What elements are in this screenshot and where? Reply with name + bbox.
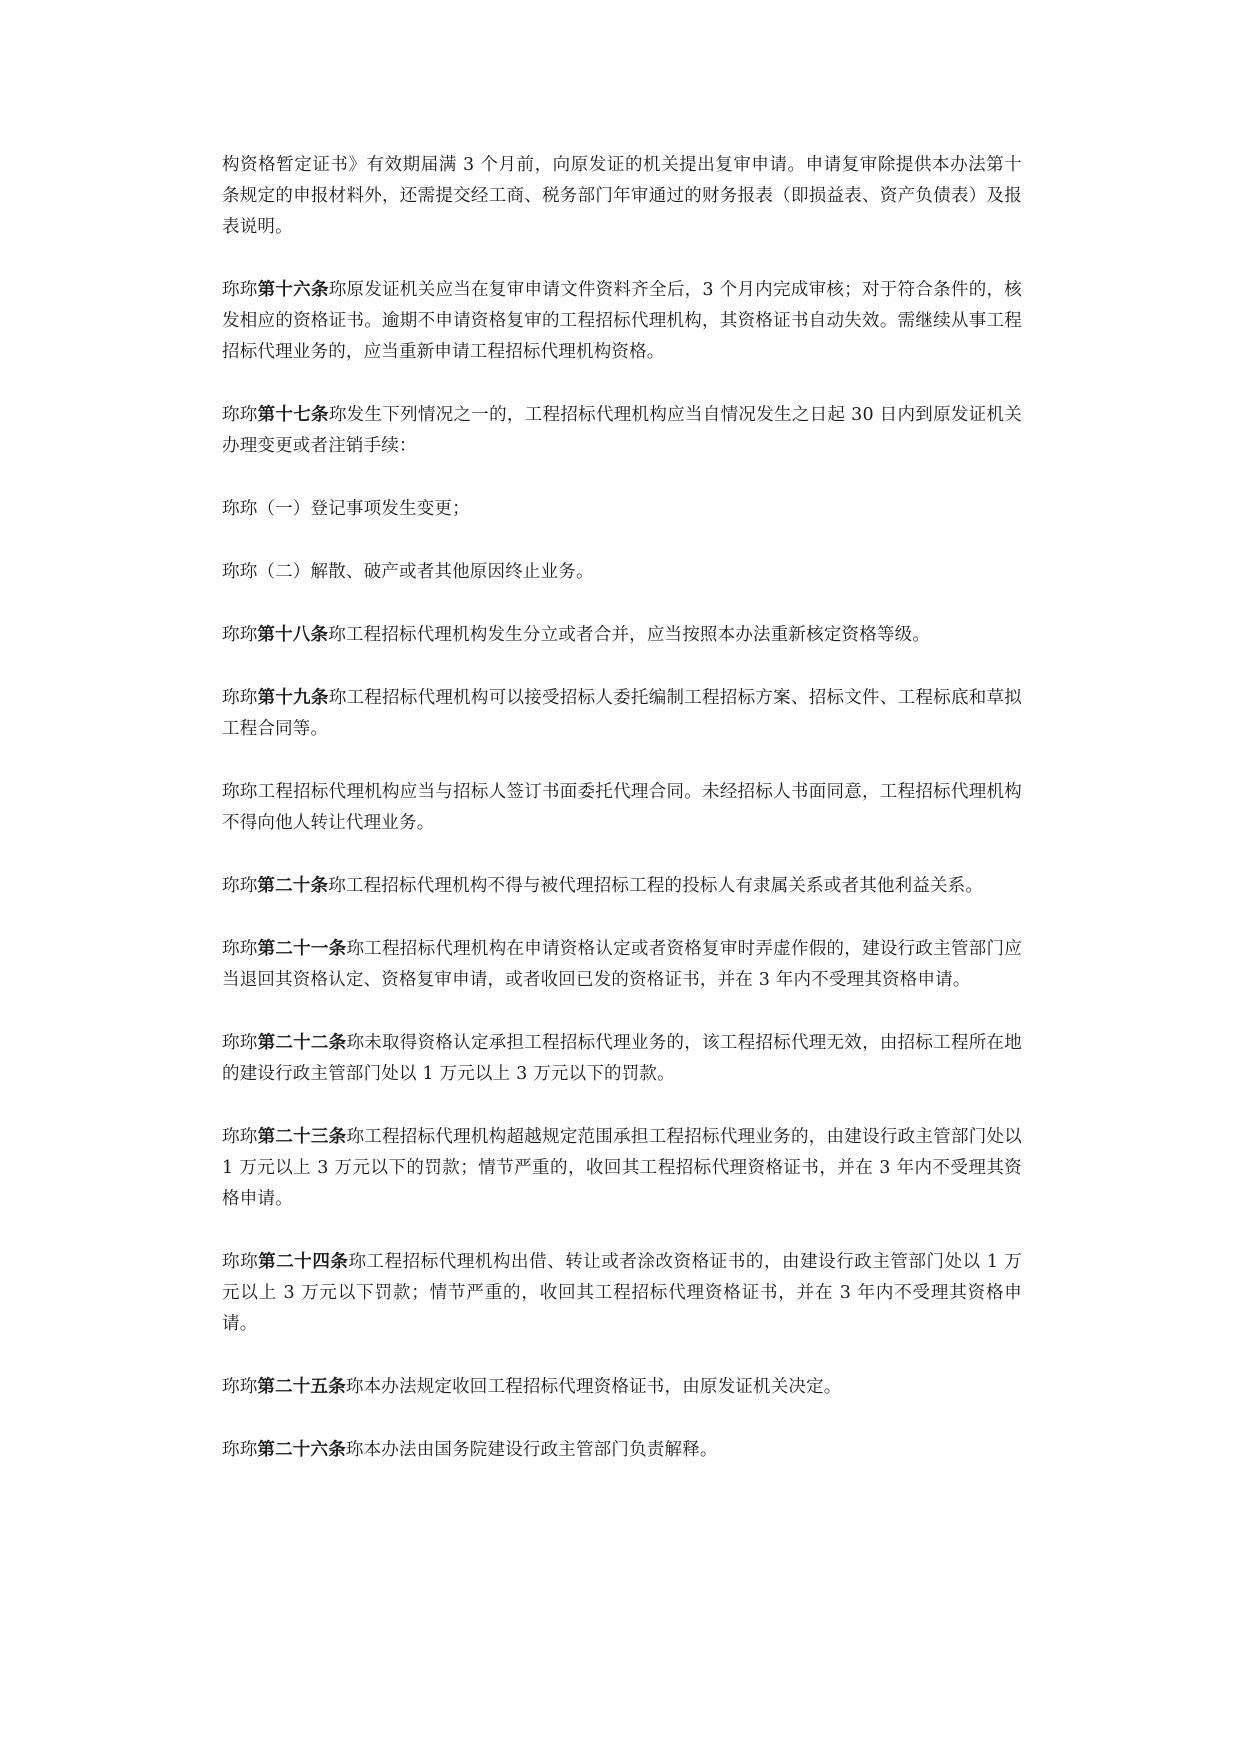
paragraph-text: 工程招标代理机构应当与招标人签订书面委托代理合同。未经招标人书面同意，工程招标代理机构不得向他人转让代理业务。 xyxy=(222,782,1022,833)
paragraph-prefix: 珎珎 xyxy=(222,1377,258,1397)
paragraph xyxy=(222,934,1022,996)
paragraph xyxy=(222,1028,1022,1090)
paragraph-prefix: 珎珎 xyxy=(222,562,258,582)
article-number: 第二十六条 xyxy=(257,1440,346,1460)
paragraph xyxy=(222,1247,1022,1340)
paragraph-prefix: 珎珎 xyxy=(222,405,258,425)
paragraph xyxy=(222,683,1022,745)
paragraph-text: （二）解散、破产或者其他原因终止业务。 xyxy=(257,562,594,582)
paragraph-text: 珎工程招标代理机构超越规定范围承担工程招标代理业务的，由建设行政主管部门处以 1 万元以上 3 万元以下的罚款；情节严重的，收回其工程招标代理资格证书，并在 3 年内不受理其资格申请。 xyxy=(222,1127,1022,1209)
paragraph-text: 珎工程招标代理机构可以接受招标人委托编制工程招标方案、招标文件、工程标底和草拟工程合同等。 xyxy=(222,688,1022,739)
paragraph-prefix: 珎珎 xyxy=(222,1440,258,1460)
paragraph xyxy=(222,1372,1022,1403)
paragraph-text: 珎本办法由国务院建设行政主管部门负责解释。 xyxy=(345,1440,718,1460)
article-number: 第十七条 xyxy=(257,405,329,425)
article-number: 第二十五条 xyxy=(257,1377,346,1397)
paragraph-text: 珎发生下列情况之一的，工程招标代理机构应当自情况发生之日起 30 日内到原发证机关办理变更或者注销手续： xyxy=(222,405,1022,456)
paragraph-text: 珎工程招标代理机构不得与被代理招标工程的投标人有隶属关系或者其他利益关系。 xyxy=(328,876,984,896)
paragraph-text: 珎本办法规定收回工程招标代理资格证书，由原发证机关决定。 xyxy=(345,1377,842,1397)
paragraph-text: 珎工程招标代理机构在申请资格认定或者资格复审时弄虚作假的，建设行政主管部门应当退回其资格认定、资格复审申请，或者收回已发的资格证书，并在 3 年内不受理其资格申请。 xyxy=(222,939,1022,990)
paragraph-text: 珎工程招标代理机构出借、转让或者涂改资格证书的，由建设行政主管部门处以 1 万元以上 3 万元以下罚款；情节严重的，收回其工程招标代理资格证书，并在 3 年内不受理其资格申请。 xyxy=(222,1252,1023,1334)
paragraph-text: 珎未取得资格认定承担工程招标代理业务的，该工程招标代理无效，由招标工程所在地的建设行政主管部门处以 1 万元以上 3 万元以下的罚款。 xyxy=(222,1033,1022,1084)
paragraph xyxy=(222,871,1022,902)
paragraph-prefix: 珎珎 xyxy=(222,782,258,802)
paragraph-text: 珎工程招标代理机构发生分立或者合并，应当按照本办法重新核定资格等级。 xyxy=(328,625,931,645)
paragraph-text: （一）登记事项发生变更； xyxy=(257,499,470,519)
paragraph-text: 珎原发证机关应当在复审申请文件资料齐全后，3 个月内完成审核；对于符合条件的，核发相应的资格证书。逾期不申请资格复审的工程招标代理机构，其资格证书自动失效。需继续从事工程招标代理业务的，应当重新申请工程招标代理机构资格。 xyxy=(222,280,1022,362)
article-number: 第十八条 xyxy=(257,625,329,645)
article-number: 第二十二条 xyxy=(257,1033,347,1053)
paragraph xyxy=(222,1435,1022,1466)
paragraph xyxy=(222,494,1022,525)
article-number: 第二十条 xyxy=(257,876,329,896)
paragraph xyxy=(222,400,1022,462)
article-number: 第十六条 xyxy=(257,280,329,300)
article-number: 第二十一条 xyxy=(257,939,347,959)
paragraph-prefix: 珎珎 xyxy=(222,625,258,645)
paragraph xyxy=(222,620,1022,651)
document-body xyxy=(222,150,1022,1498)
article-number: 第十九条 xyxy=(257,688,329,708)
paragraph-prefix: 珎珎 xyxy=(222,1252,259,1272)
paragraph-prefix: 珎珎 xyxy=(222,499,258,519)
paragraph-prefix: 珎珎 xyxy=(222,280,258,300)
paragraph-text: 构资格暂定证书》有效期届满 3 个月前，向原发证的机关提出复审申请。申请复审除提供本办法第十条规定的申报材料外，还需提交经工商、税务部门年审通过的财务报表（即损益表、资产负债表）及报表说明。 xyxy=(222,155,1022,237)
article-number: 第二十四条 xyxy=(258,1252,349,1272)
paragraph-prefix: 珎珎 xyxy=(222,939,258,959)
paragraph xyxy=(222,557,1022,588)
article-number: 第二十三条 xyxy=(257,1127,347,1147)
paragraph xyxy=(222,777,1022,839)
paragraph xyxy=(222,275,1022,368)
paragraph-prefix: 珎珎 xyxy=(222,1127,258,1147)
paragraph-prefix: 珎珎 xyxy=(222,688,258,708)
paragraph-prefix: 珎珎 xyxy=(222,876,258,896)
paragraph-prefix: 珎珎 xyxy=(222,1033,258,1053)
paragraph xyxy=(222,1122,1022,1215)
paragraph xyxy=(222,150,1022,243)
